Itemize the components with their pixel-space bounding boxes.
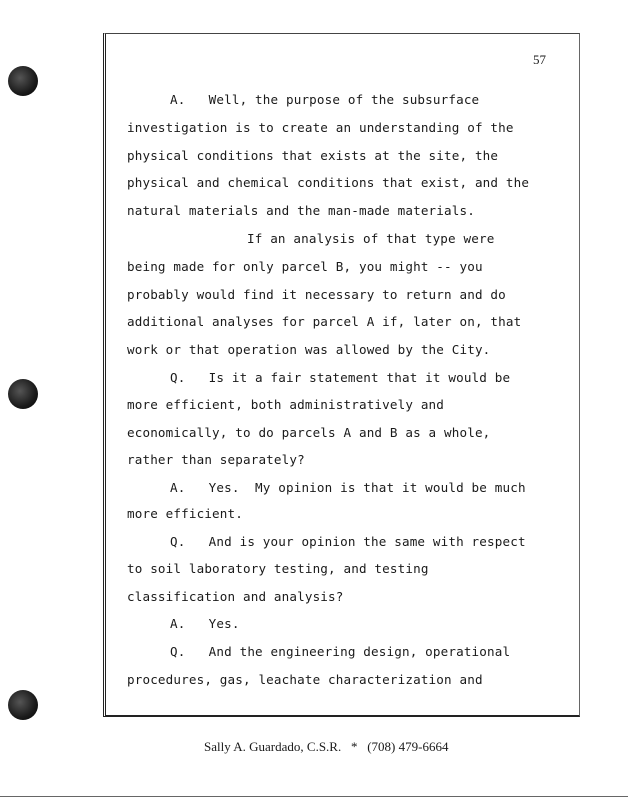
transcript-line: investigation is to create an understanding of the [127, 120, 514, 135]
transcript-line: physical conditions that exists at the site, the [127, 148, 499, 163]
transcript-line: A. Yes. My opinion is that it would be much [170, 480, 526, 495]
transcript-line: A. Well, the purpose of the subsurface [170, 92, 480, 107]
transcript-line: more efficient. [127, 506, 243, 521]
transcript-line: Q. And the engineering design, operational [170, 644, 511, 659]
binder-hole-top [8, 66, 38, 96]
transcript-line: If an analysis of that type were [247, 231, 495, 246]
transcript-line: work or that operation was allowed by the City. [127, 342, 491, 357]
bottom-rule [0, 796, 628, 797]
transcript-line: rather than separately? [127, 452, 305, 467]
transcript-line: additional analyses for parcel A if, later on, that [127, 314, 522, 329]
transcript-line: more efficient, both administratively and [127, 397, 445, 412]
transcript-line: natural materials and the man-made materials. [127, 203, 475, 218]
transcript-line: classification and analysis? [127, 589, 344, 604]
transcript-line: procedures, gas, leachate characterization and [127, 672, 483, 687]
binder-hole-bottom [8, 690, 38, 720]
reporter-footer: Sally A. Guardado, C.S.R. * (708) 479-6664 [204, 739, 449, 754]
transcript-line: physical and chemical conditions that exist, and the [127, 175, 530, 190]
page-number: 57 [533, 52, 546, 67]
transcript-line: economically, to do parcels A and B as a whole, [127, 425, 491, 440]
transcript-line: probably would find it necessary to return and do [127, 287, 506, 302]
transcript-line: A. Yes. [170, 616, 240, 631]
transcript-line: Q. And is your opinion the same with respect [170, 534, 526, 549]
transcript-line: to soil laboratory testing, and testing [127, 561, 429, 576]
binder-hole-middle [8, 379, 38, 409]
transcript-line: Q. Is it a fair statement that it would be [170, 370, 511, 385]
transcript-line: being made for only parcel B, you might -- you [127, 259, 483, 274]
